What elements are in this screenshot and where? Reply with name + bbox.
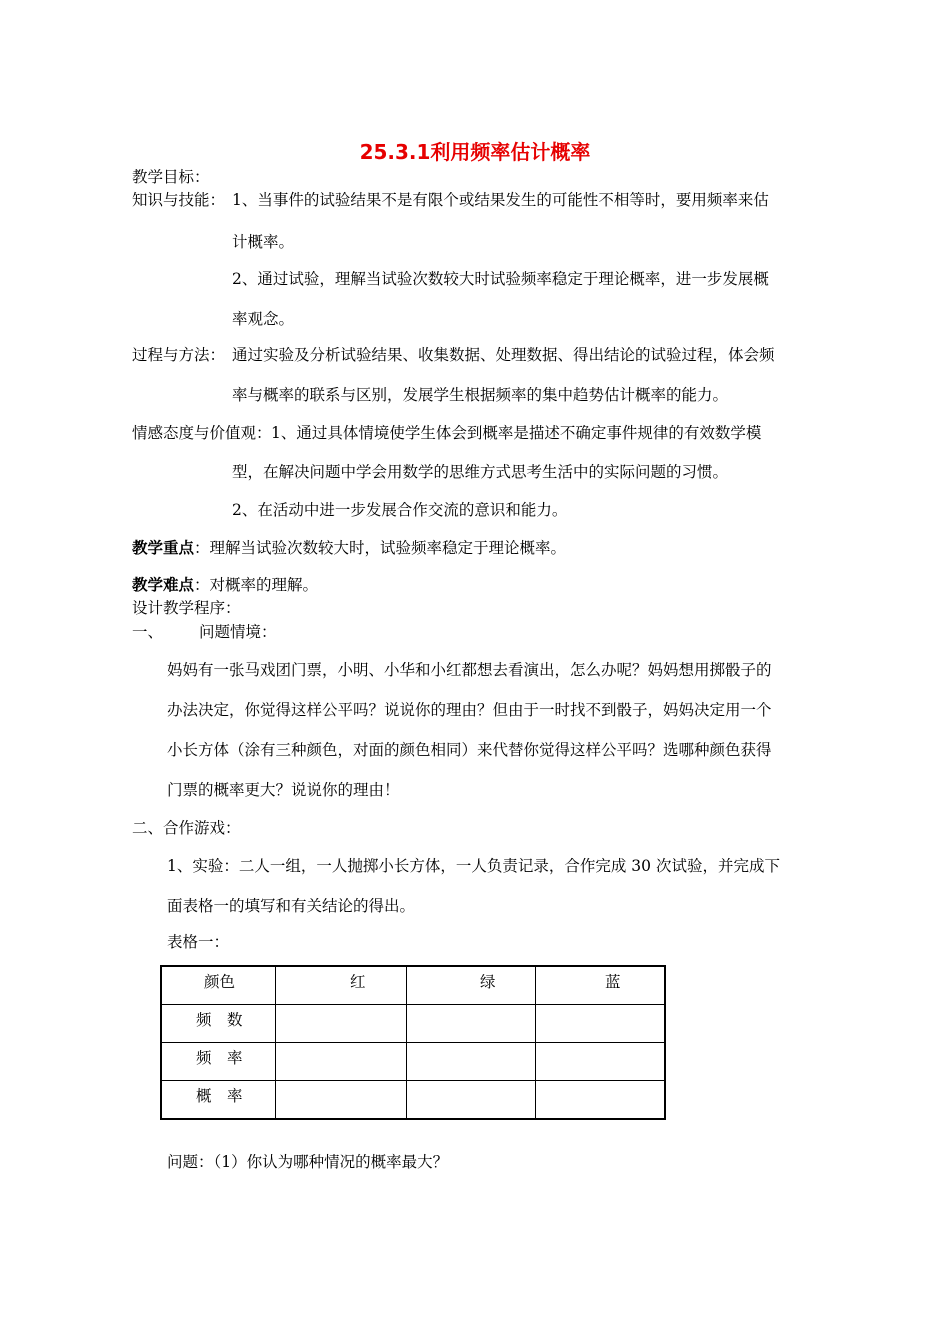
key-point-text: ：理解当试验次数较大时，试验频率稳定于理论概率。 bbox=[194, 539, 567, 557]
emotion-line1-cont: 型，在解决问题中学会用数学的思维方式思考生活中的实际问题的习惯。 bbox=[232, 463, 729, 481]
section1-line: 小长方体（涂有三种颜色，对面的颜色相同）来代替你觉得这样公平吗？选哪种颜色获得 bbox=[167, 741, 772, 759]
goals-heading: 教学目标： bbox=[132, 168, 210, 186]
process-line1-cont: 率与概率的联系与区别，发展学生根据频率的集中趋势估计概率的能力。 bbox=[232, 386, 729, 404]
section1-line: 门票的概率更大？说说你的理由！ bbox=[167, 781, 400, 799]
table-cell bbox=[276, 1081, 407, 1120]
table-cell bbox=[536, 1043, 666, 1081]
section1-number: 一、 bbox=[132, 623, 164, 641]
table-cell bbox=[407, 1043, 536, 1081]
page-title: 25.3.1利用频率估计概率 bbox=[359, 140, 591, 164]
table-caption: 表格一： bbox=[167, 933, 230, 951]
table-header-row bbox=[161, 966, 665, 1005]
header-color: 颜色 bbox=[161, 966, 276, 1005]
question-1: 问题：（1）你认为哪种情况的概率最大？ bbox=[167, 1153, 449, 1171]
experiment-line1: 1、实验：二人一组，一人抛掷小长方体，一人负责记录，合作完成 30 次试验，并完成下 bbox=[167, 857, 780, 875]
table-row bbox=[161, 1081, 665, 1120]
section1-heading: 问题情境： bbox=[199, 623, 277, 641]
difficulty-text: ：对概率的理解。 bbox=[194, 576, 319, 594]
table-cell bbox=[536, 1005, 666, 1043]
emotion-label: 情感态度与价值观： bbox=[132, 424, 272, 442]
table-row bbox=[161, 1005, 665, 1043]
knowledge-line1-cont: 计概率。 bbox=[232, 233, 295, 251]
table-cell bbox=[407, 1081, 536, 1120]
frequency-table bbox=[160, 965, 666, 1120]
knowledge-line1: 1、当事件的试验结果不是有限个或结果发生的可能性不相等时，要用频率来估 bbox=[232, 191, 769, 209]
emotion-line2: 2、在活动中进一步发展合作交流的意识和能力。 bbox=[232, 501, 568, 519]
table-row bbox=[161, 1043, 665, 1081]
procedure-heading: 设计教学程序： bbox=[132, 599, 241, 617]
experiment-line2: 面表格一的填写和有关结论的得出。 bbox=[167, 897, 416, 915]
difficulty bbox=[132, 577, 318, 594]
section2-heading: 二、合作游戏： bbox=[132, 819, 241, 837]
table-cell bbox=[536, 1081, 666, 1120]
row-label-frequency: 频 率 bbox=[161, 1043, 276, 1081]
key-point-label: 教学重点 bbox=[132, 538, 195, 557]
section1-line: 妈妈有一张马戏团门票，小明、小华和小红都想去看演出，怎么办呢？妈妈想用掷骰子的 bbox=[167, 661, 772, 679]
header-blue: 蓝 bbox=[536, 966, 666, 1005]
key-point bbox=[132, 540, 566, 557]
row-label-count: 频 数 bbox=[161, 1005, 276, 1043]
difficulty-label: 教学难点 bbox=[132, 575, 195, 594]
header-red: 红 bbox=[276, 966, 407, 1005]
table-cell bbox=[407, 1005, 536, 1043]
knowledge-line2-cont: 率观念。 bbox=[232, 310, 295, 328]
header-green: 绿 bbox=[407, 966, 536, 1005]
emotion-line1: 1、通过具体情境使学生体会到概率是描述不确定事件规律的有效数学模 bbox=[271, 424, 762, 442]
table-cell bbox=[276, 1005, 407, 1043]
section1-line: 办法决定，你觉得这样公平吗？说说你的理由？但由于一时找不到骰子，妈妈决定用一个 bbox=[167, 701, 772, 719]
process-label: 过程与方法： bbox=[132, 346, 226, 364]
table-cell bbox=[276, 1043, 407, 1081]
knowledge-line2: 2、通过试验，理解当试验次数较大时试验频率稳定于理论概率，进一步发展概 bbox=[232, 270, 769, 288]
row-label-probability: 概 率 bbox=[161, 1081, 276, 1120]
process-line1: 通过实验及分析试验结果、收集数据、处理数据、得出结论的试验过程，体会频 bbox=[232, 346, 775, 364]
knowledge-label: 知识与技能： bbox=[132, 191, 226, 209]
